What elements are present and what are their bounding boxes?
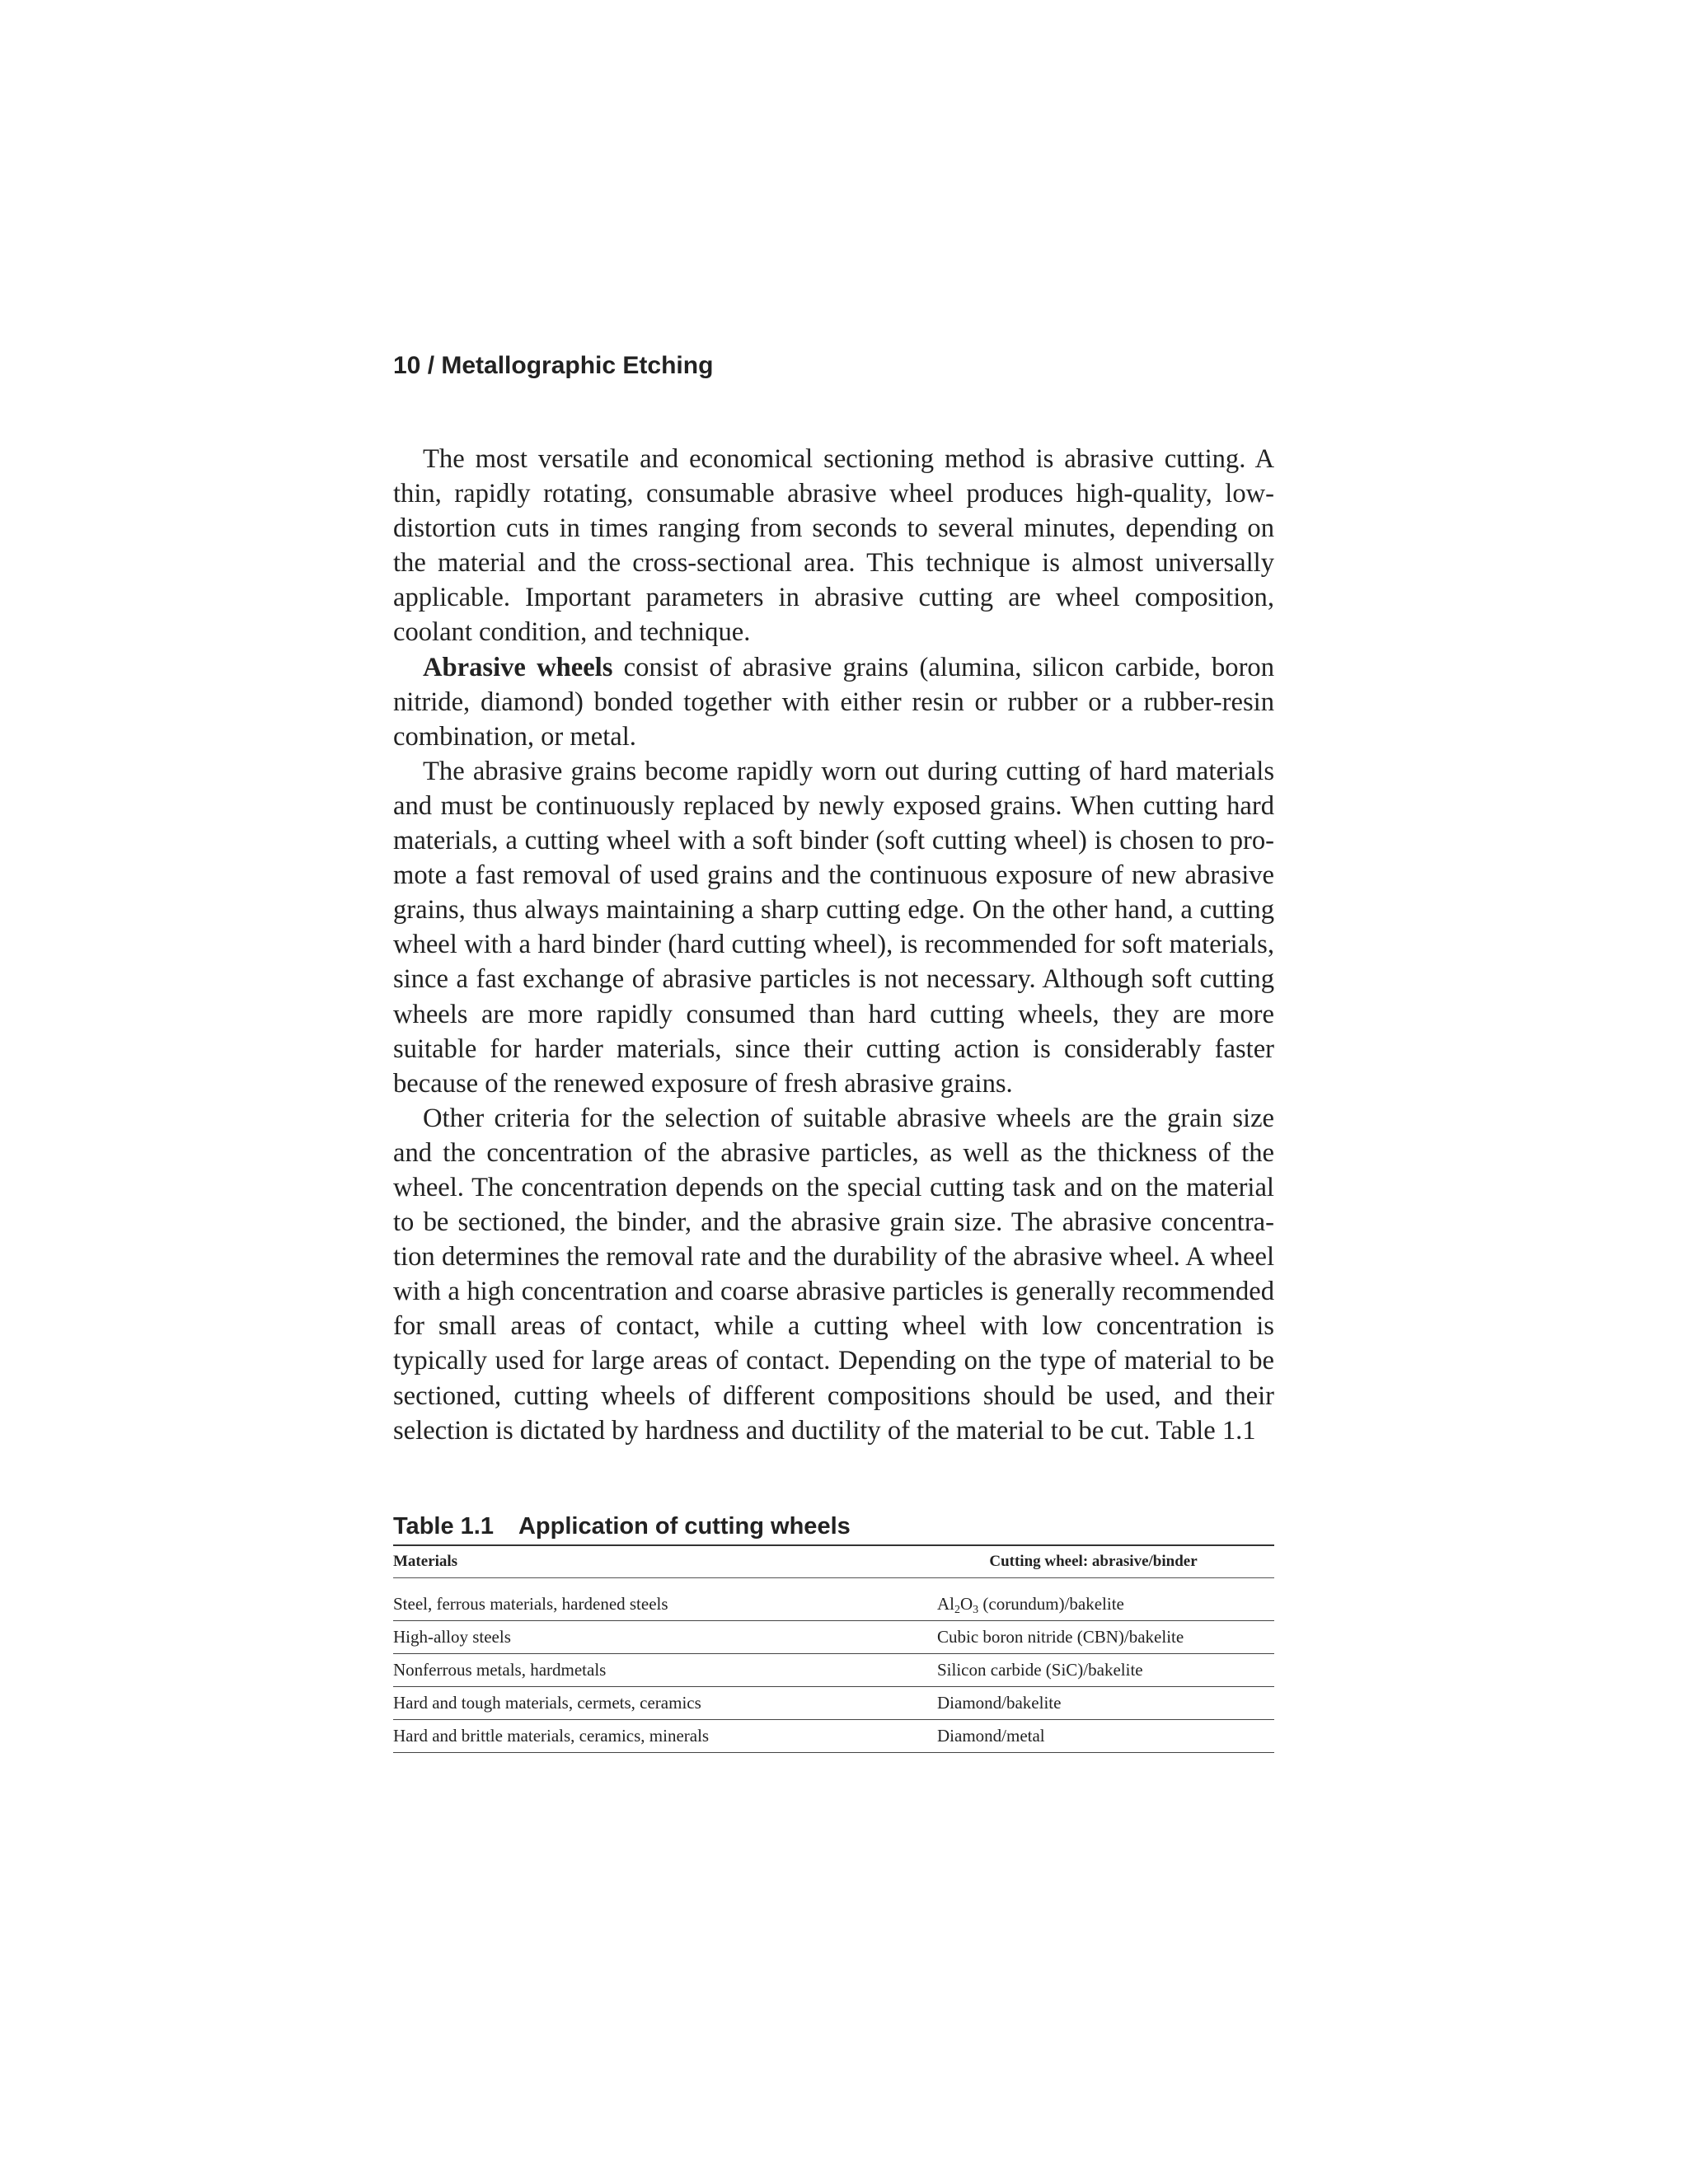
cell-material: Hard and brittle materials, ceramics, minerals [393,1720,912,1753]
table-title: Application of cutting wheels [518,1513,851,1540]
cell-wheel: Silicon carbide (SiC)/bakelite [912,1654,1274,1687]
running-head: 10 / Metallographic Etching [393,352,714,379]
table-row [393,1720,1274,1753]
table-number: Table 1.1 [393,1513,494,1540]
table-row [393,1687,1274,1720]
table-caption [393,1511,851,1541]
table-row [393,1654,1274,1687]
cell-wheel: $Al_2O_3$ (corundum)/bakelite [912,1588,1274,1621]
paragraph-3: The abrasive grains become rapidly worn out during cutting of hard materials and must be continuously replaced by newly exposed grains. When cutting hard materials, a cutting wheel with a soft binder (soft cutting wheel) is chosen to promote a fast removal of used grains and the continuous exposure of new abrasive grains, thus always maintaining a sharp cutting edge. On the other hand, a cutting wheel with a hard binder (hard cutting wheel), is recommended for soft materials, since a fast exchange of abrasive particles is not necessary. Although soft cutting wheels are more rapidly consumed than hard cutting wheels, they are more suitable for harder materials, since their cutting action is considerably faster because of the renewed exposure of fresh abrasive grains. [393,756,1274,1099]
body-text [393,442,1274,1448]
paragraph-4: Other criteria for the selection of suitable abrasive wheels are the grain size and the concentration of the abrasive particles, as well as the thickness of the wheel. The concentration depends on the special cutting task and on the material to be sectioned, the binder, and the abrasive grain size. The abrasive concentration determines the removal rate and the durability of the abrasive wheel. A wheel with a high concentration and coarse abrasive particles is generally recommended for small areas of contact, while a cutting wheel with low concentration is typically used for large areas of contact. Depending on the type of material to be sectioned, cutting wheels of different compositions should be used, and their selection is dictated by hardness and ductility of the material to be cut. Table 1.1 [393,1103,1274,1446]
header-materials: Materials [393,1545,912,1578]
cell-wheel: Cubic boron nitride (CBN)/bakelite [912,1621,1274,1654]
term-abrasive-wheels: Abrasive wheels [423,652,613,682]
cell-material: Hard and tough materials, cermets, ceramics [393,1687,912,1720]
table-header-row [393,1545,1274,1578]
table-spacer [393,1578,1274,1589]
paragraph-2 [393,650,1274,754]
paragraph-2-text: consist of abrasive grains (alumina, silicon carbide, boron nitride, diamond) bonded together with either resin or rubber or a rubber-resin combination, or metal. [393,652,1274,752]
cutting-wheels-table [393,1544,1274,1753]
table-row [393,1621,1274,1654]
cell-material: High-alloy steels [393,1621,912,1654]
cell-material: Steel, ferrous materials, hardened steels [393,1588,912,1621]
table-row [393,1588,1274,1621]
table-container [393,1544,1274,1753]
cell-wheel: Diamond/metal [912,1720,1274,1753]
cell-material: Nonferrous metals, hardmetals [393,1654,912,1687]
header-cutting-wheel: Cutting wheel: abrasive/binder [912,1545,1274,1578]
cell-wheel: Diamond/bakelite [912,1687,1274,1720]
paragraph-1: The most versatile and economical sectioning method is abrasive cutting. A thin, rapidly rotating, consumable abrasive wheel produces high-quality, low-distortion cuts in times ranging from seconds to several minutes, depending on the material and the cross-sectional area. This technique is almost universally applicable. Important parameters in abrasive cutting are wheel composition, coolant condition, and technique. [393,444,1274,648]
